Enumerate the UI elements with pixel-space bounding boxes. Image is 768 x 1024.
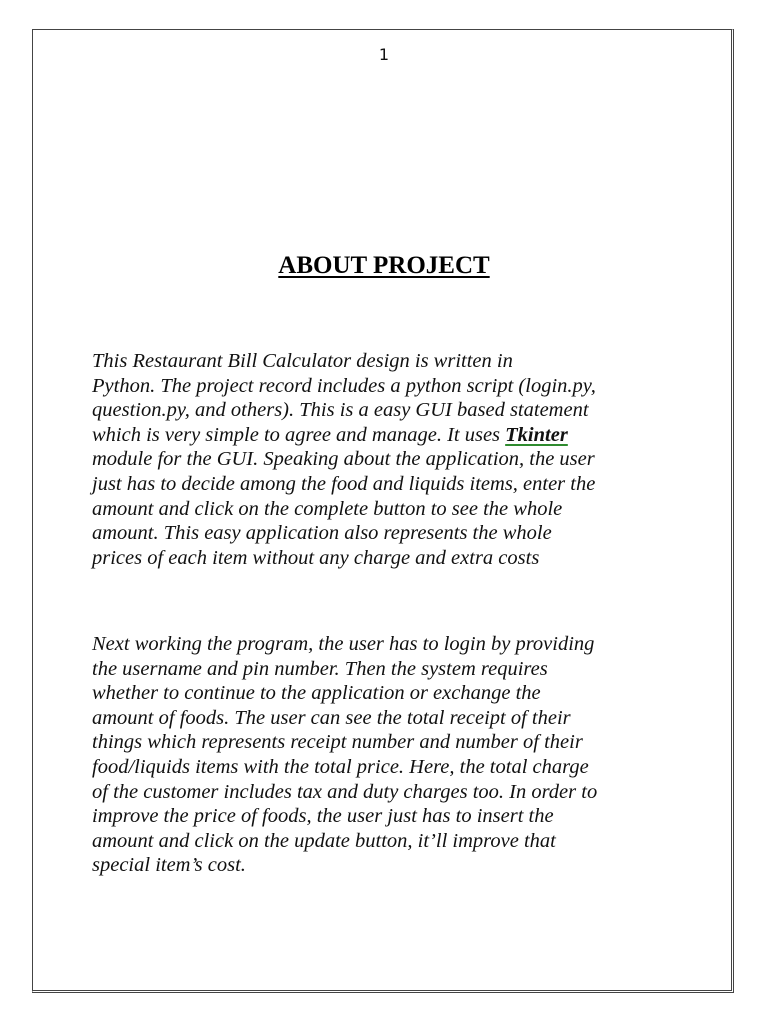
paragraph-intro (92, 349, 682, 570)
paragraph-line: special item’s cost. (92, 854, 246, 877)
paragraph-line: Next working the program, the user has to login by providing (92, 633, 595, 655)
paragraph-usage (92, 632, 682, 878)
paragraph-line: food/liquids items with the total price. Here, the total charge (92, 755, 589, 778)
paragraph-line-with-keyword (92, 423, 682, 448)
page-title (0, 252, 768, 280)
paragraph-line: Python. The project record includes a python script (login.py, (92, 374, 596, 397)
paragraph-line-text: which is very simple to agree and manage. It uses (92, 423, 506, 446)
paragraph-line: prices of each item without any charge and extra costs (92, 546, 540, 569)
paragraph-line: This Restaurant Bill Calculator design is written in (92, 350, 513, 372)
paragraph-line: module for the GUI. Speaking about the application, the user (92, 448, 595, 471)
tkinter-keyword: Tkinter (505, 423, 568, 446)
paragraph-line: just has to decide among the food and liquids items, enter the (92, 472, 596, 495)
paragraph-line: amount and click on the complete button to see the whole (92, 497, 563, 520)
paragraph-line: question.py, and others). This is a easy GUI based statement (92, 399, 589, 422)
paragraph-line: amount. This easy application also represents the whole (92, 522, 552, 545)
paragraph-line: whether to continue to the application or exchange the (92, 682, 541, 705)
paragraph-line: things which represents receipt number and number of their (92, 731, 583, 754)
paragraph-line: of the customer includes tax and duty charges too. In order to (92, 780, 598, 803)
page-number: 1 (378, 45, 390, 64)
paragraph-line: the username and pin number. Then the system requires (92, 657, 548, 680)
paragraph-line: amount and click on the update button, it’ll improve that (92, 829, 556, 852)
paragraph-line: amount of foods. The user can see the total receipt of their (92, 706, 571, 729)
page-title-text: ABOUT PROJECT (278, 252, 490, 279)
paragraph-line: improve the price of foods, the user just has to insert the (92, 805, 554, 828)
